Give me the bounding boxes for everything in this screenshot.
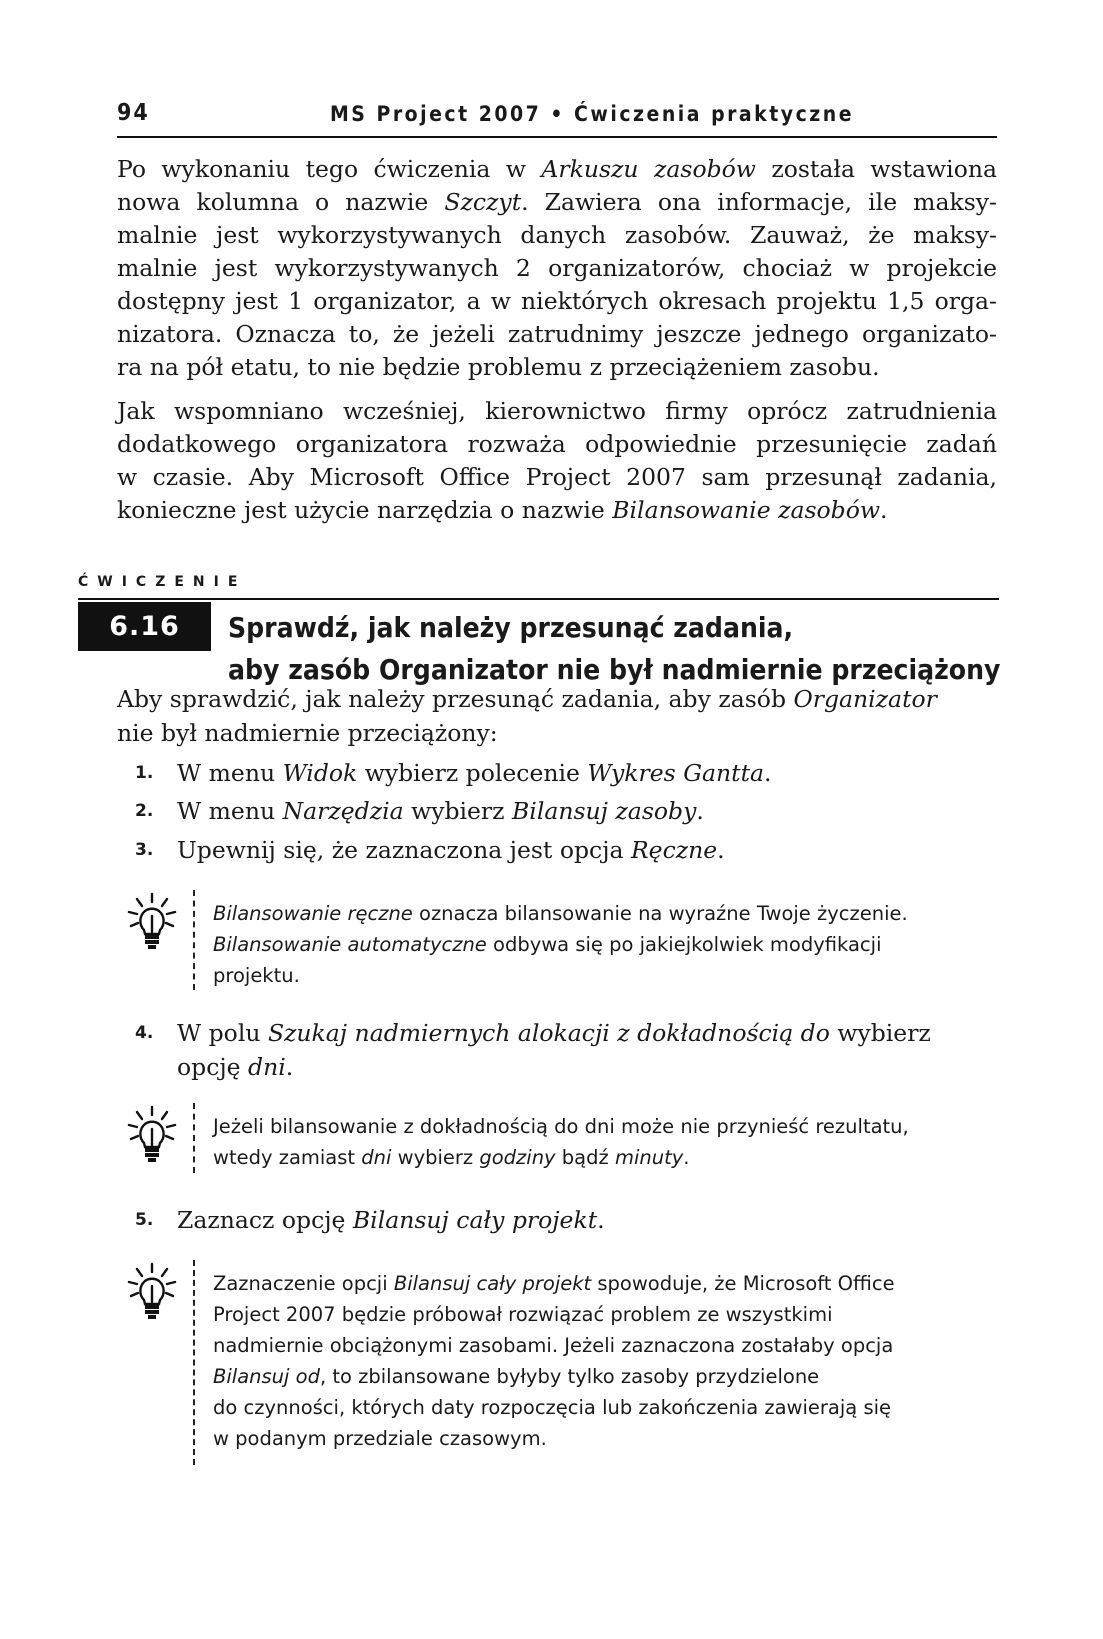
text-line: Aby sprawdzić, jak należy przesunąć zadania, aby zasób Organizator <box>117 685 937 713</box>
tip-note <box>117 890 997 990</box>
text-line: w czasie. Aby Microsoft Office Project 2007 sam przesunął zadania, <box>117 463 997 491</box>
exercise-title <box>228 607 1001 691</box>
exercise-number: 6.16 <box>78 602 211 651</box>
step-text: Zaznacz opcję Bilansuj cały projekt. <box>177 1206 605 1234</box>
exercise-title-line: Sprawdź, jak należy przesunąć zadania, <box>228 611 794 644</box>
exercise-divider <box>78 598 999 600</box>
step-text: W polu Szukaj nadmiernych alokacji z dokładnością do wybierz opcję dni. <box>177 1019 931 1081</box>
step-number: 5. <box>135 1210 154 1230</box>
lightbulb-icon <box>127 1105 177 1163</box>
text-line: malnie jest wykorzystywanych 2 organizatorów, chociaż w projekcie <box>117 254 997 282</box>
text-line: ra na pół etatu, to nie będzie problemu z przeciążeniem zasobu. <box>117 353 880 381</box>
step-number: 1. <box>135 763 154 783</box>
page-number: 94 <box>117 100 150 126</box>
text-line: nie był nadmiernie przeciążony: <box>117 719 498 747</box>
intro-paragraph-2 <box>117 395 997 527</box>
exercise-label: ĆWICZENIE <box>78 574 247 590</box>
text-line: konieczne jest użycie narzędzia o nazwie Bilansowanie zasobów. <box>117 496 888 524</box>
intro-paragraph-1 <box>117 153 997 384</box>
tip-note <box>117 1260 997 1465</box>
tip-text: Jeżeli bilansowanie z dokładnością do dni może nie przynieść rezultatu, wtedy zamiast dni wybierz godziny bądź minuty. <box>213 1115 909 1169</box>
exercise-title-line: aby zasób Organizator nie był nadmiernie przeciążony <box>228 653 1001 686</box>
book-title: MS Project 2007 • Ćwiczenia praktyczne <box>330 102 855 126</box>
running-head <box>117 96 997 138</box>
step-number: 2. <box>135 801 154 821</box>
tip-divider <box>193 890 195 990</box>
tip-note <box>117 1103 997 1173</box>
tip-divider <box>193 1260 195 1465</box>
step-text: W menu Narzędzia wybierz Bilansuj zasoby. <box>177 797 704 825</box>
step-text: Upewnij się, że zaznaczona jest opcja Ręczne. <box>177 836 725 864</box>
lightbulb-icon <box>127 1262 177 1320</box>
tip-divider <box>193 1103 195 1173</box>
text-line: Po wykonaniu tego ćwiczenia w Arkuszu zasobów została wstawiona <box>117 155 997 183</box>
text-line: nowa kolumna o nazwie Szczyt. Zawiera ona informacje, ile maksy- <box>117 188 997 216</box>
step-item <box>117 1016 997 1086</box>
text-line: dodatkowego organizatora rozważa odpowiednie przesunięcie zadań <box>117 430 997 458</box>
text-line: malnie jest wykorzystywanych danych zasobów. Zauważ, że maksy- <box>117 221 997 249</box>
text-line: dostępny jest 1 organizator, a w niektórych okresach projektu 1,5 orga- <box>117 287 997 315</box>
step-number: 3. <box>135 840 154 860</box>
lightbulb-icon <box>127 892 177 950</box>
tip-text: Bilansowanie ręczne oznacza bilansowanie na wyraźne Twoje życzenie. Bilansowanie automatyczne odbywa się po jakiejkolwiek modyfikacji projektu. <box>213 902 908 987</box>
step-text: W menu Widok wybierz polecenie Wykres Gantta. <box>177 759 772 787</box>
step-number: 4. <box>135 1023 154 1043</box>
text-line: Jak wspomniano wcześniej, kierownictwo firmy oprócz zatrudnienia <box>117 397 997 425</box>
text-line: nizatora. Oznacza to, że jeżeli zatrudnimy jeszcze jednego organizato- <box>117 320 997 348</box>
lead-paragraph <box>117 682 997 750</box>
tip-text: Zaznaczenie opcji Bilansuj cały projekt spowoduje, że Microsoft Office Project 2007 będzie próbował rozwiązać problem ze wszystkimi nadmiernie obciążonymi zasobami. Jeżeli zaznaczona zostałaby opcja Bilansuj od, to zbilansowane byłyby tylko zasoby przydzielone do czynności, których daty rozpoczęcia lub zakończenia zawierają się w podanym przedziale czasowym. <box>213 1272 895 1450</box>
